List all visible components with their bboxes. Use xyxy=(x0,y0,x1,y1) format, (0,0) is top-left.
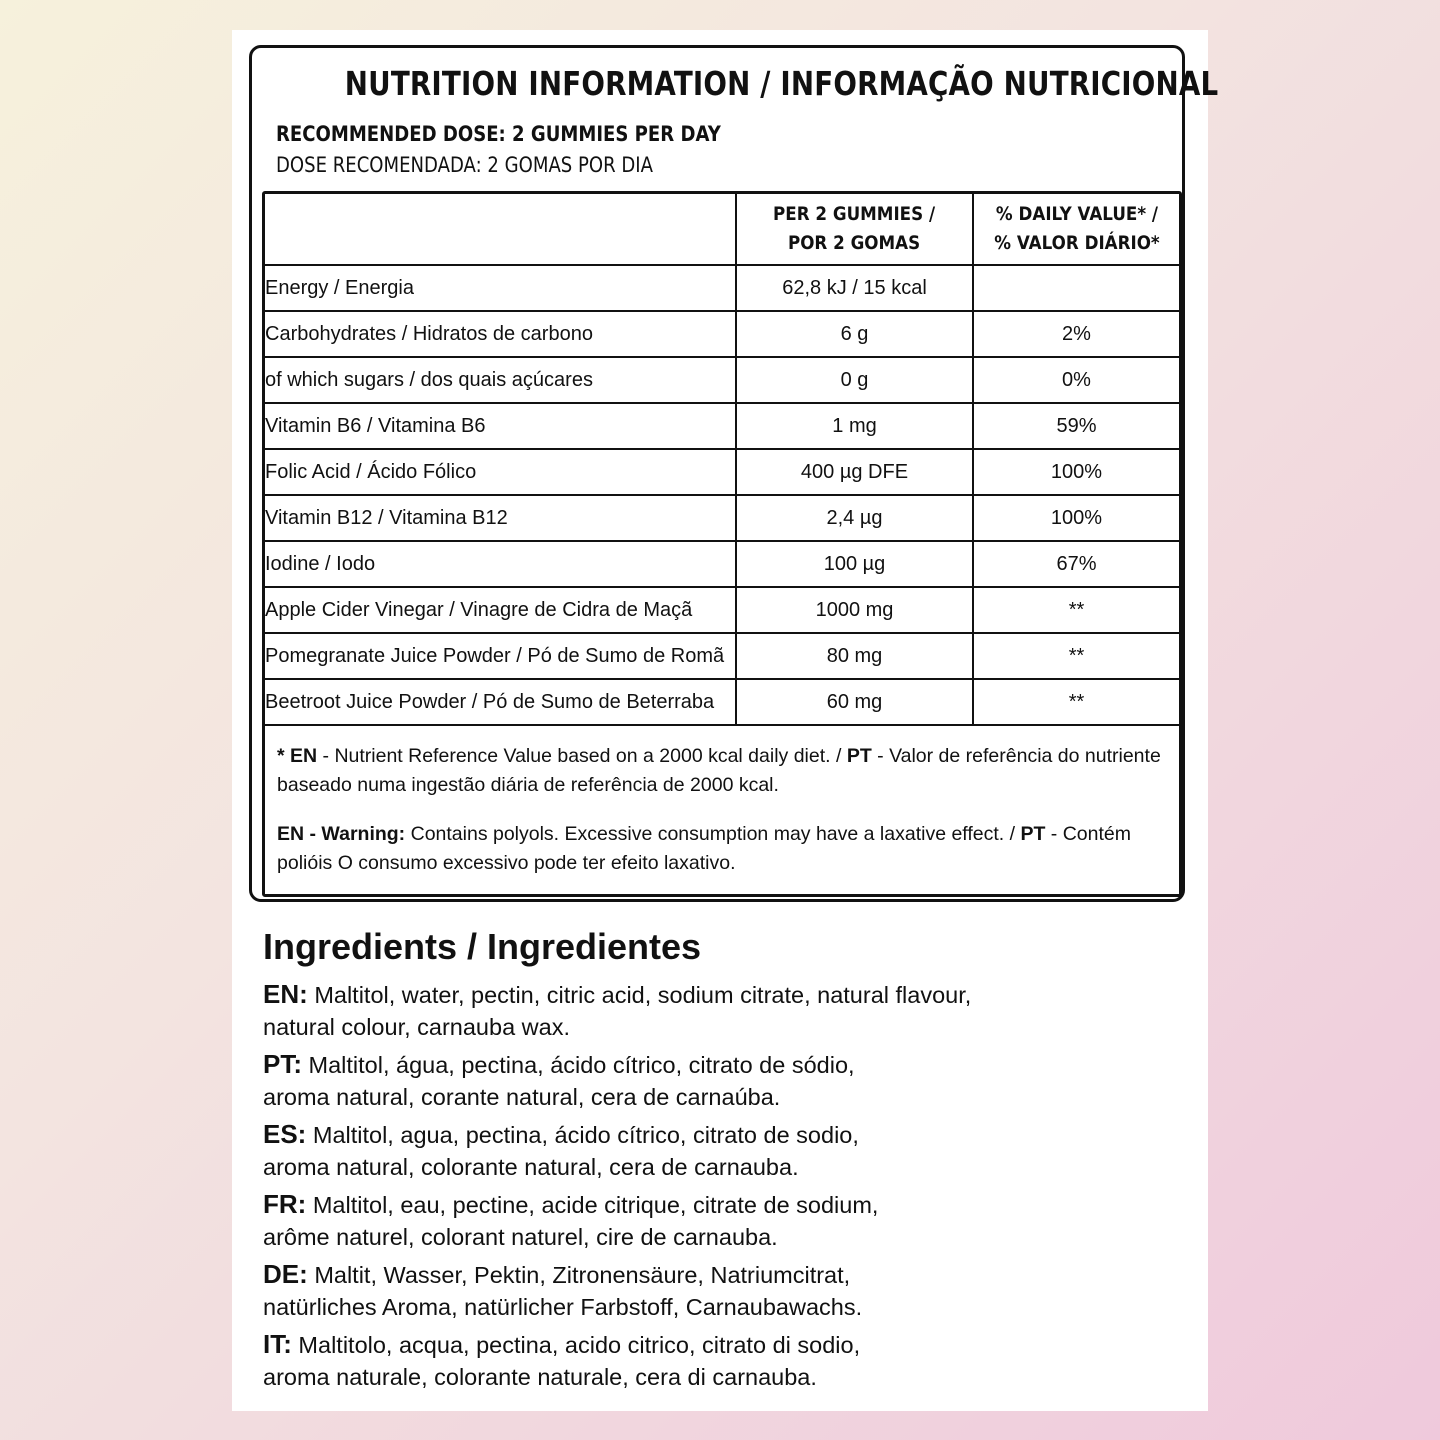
nutrient-dv: 67% xyxy=(973,541,1179,587)
nrv-footnote: * EN - Nutrient Reference Value based on a 2000 kcal daily diet. / PT - Valor de referência do nutriente baseado numa ingestão diária de referência de 2000 kcal. xyxy=(277,745,1161,796)
nutrient-value: 1 mg xyxy=(736,403,973,449)
nutrient-name: Pomegranate Juice Powder / Pó de Sumo de Romã xyxy=(265,633,736,679)
ingredient-entry-pt: PT: Maltitol, água, pectina, ácido cítrico, citrato de sódio, aroma natural, corante natural, cera de carnaúba. xyxy=(263,1049,855,1110)
header-nutrient xyxy=(265,194,736,265)
ingredients-list xyxy=(263,978,1183,1398)
nutrient-value: 80 mg xyxy=(736,633,973,679)
ingredient-entry-fr: FR: Maltitol, eau, pectine, acide citrique, citrate de sodium, arôme naturel, colorant naturel, cire de carnauba. xyxy=(263,1189,879,1250)
table-row xyxy=(265,403,1179,449)
ingredient-entry-it: IT: Maltitolo, acqua, pectina, acido citrico, citrato di sodio, aroma naturale, colorante naturale, cera di carnauba. xyxy=(263,1329,861,1390)
nutrient-name: Apple Cider Vinegar / Vinagre de Cidra de Maçã xyxy=(265,587,736,633)
nutrient-name: Folic Acid / Ácido Fólico xyxy=(265,449,736,495)
ingredient-entry-es: ES: Maltitol, agua, pectina, ácido cítrico, citrato de sodio, aroma natural, colorante natural, cera de carnauba. xyxy=(263,1119,859,1180)
nutrition-table-box xyxy=(262,191,1182,897)
nutrient-dv: ** xyxy=(973,587,1179,633)
nutrient-name: Vitamin B6 / Vitamina B6 xyxy=(265,403,736,449)
table-header-row xyxy=(265,194,1179,265)
nutrient-name: Carbohydrates / Hidratos de carbono xyxy=(265,311,736,357)
table-row xyxy=(265,633,1179,679)
nutrient-value: 100 µg xyxy=(736,541,973,587)
nutrient-name: Energy / Energia xyxy=(265,265,736,311)
nutrient-value: 62,8 kJ / 15 kcal xyxy=(736,265,973,311)
nutrient-value: 400 µg DFE xyxy=(736,449,973,495)
nutrient-name: Iodine / Iodo xyxy=(265,541,736,587)
label-sheet xyxy=(232,30,1219,1411)
table-row xyxy=(265,495,1179,541)
nutrient-dv: 100% xyxy=(973,495,1179,541)
nutrition-title: NUTRITION INFORMATION / INFORMAÇÃO NUTRICIONAL xyxy=(344,64,1219,103)
nutrient-name: Vitamin B12 / Vitamina B12 xyxy=(265,495,736,541)
nutrient-dv: ** xyxy=(973,633,1179,679)
header-per-serving: PER 2 GUMMIES / POR 2 GOMAS xyxy=(736,194,973,265)
ingredient-entry-de: DE: Maltit, Wasser, Pektin, Zitronensäure, Natriumcitrat, natürliches Aroma, natürlicher Farbstoff, Carnaubawachs. xyxy=(263,1259,863,1320)
table-row xyxy=(265,587,1179,633)
recommended-dose-pt: DOSE RECOMENDADA: 2 GOMAS POR DIA xyxy=(276,153,653,177)
footnotes xyxy=(277,742,1177,878)
table-row xyxy=(265,679,1179,725)
nutrient-dv xyxy=(973,265,1179,311)
table-row xyxy=(265,357,1179,403)
nutrient-dv: 100% xyxy=(973,449,1179,495)
table-row xyxy=(265,265,1179,311)
nutrient-name: of which sugars / dos quais açúcares xyxy=(265,357,736,403)
nutrient-value: 60 mg xyxy=(736,679,973,725)
nutrient-dv: 0% xyxy=(973,357,1179,403)
nutrient-dv: 59% xyxy=(973,403,1179,449)
table-row xyxy=(265,449,1179,495)
nutrient-value: 0 g xyxy=(736,357,973,403)
nutrition-table xyxy=(265,194,1179,726)
nutrient-value: 6 g xyxy=(736,311,973,357)
ingredients-title: Ingredients / Ingredientes xyxy=(263,926,702,967)
polyol-warning: EN - Warning: Contains polyols. Excessive consumption may have a laxative effect. / PT - Contém polióis O consumo excessivo pode ter efeito laxativo. xyxy=(277,823,1131,874)
nutrient-value: 2,4 µg xyxy=(736,495,973,541)
table-row xyxy=(265,311,1179,357)
header-daily-value: % DAILY VALUE* / % VALOR DIÁRIO* xyxy=(973,194,1179,265)
nutrient-dv: 2% xyxy=(973,311,1179,357)
nutrient-value: 1000 mg xyxy=(736,587,973,633)
nutrition-panel xyxy=(249,45,1219,902)
nutrient-dv: ** xyxy=(973,679,1179,725)
table-row xyxy=(265,541,1179,587)
recommended-dose-en: RECOMMENDED DOSE: 2 GUMMIES PER DAY xyxy=(276,122,721,146)
ingredient-entry-en: EN: Maltitol, water, pectin, citric acid, sodium citrate, natural flavour, natural colour, carnauba wax. xyxy=(263,979,972,1040)
nutrient-name: Beetroot Juice Powder / Pó de Sumo de Beterraba xyxy=(265,679,736,725)
